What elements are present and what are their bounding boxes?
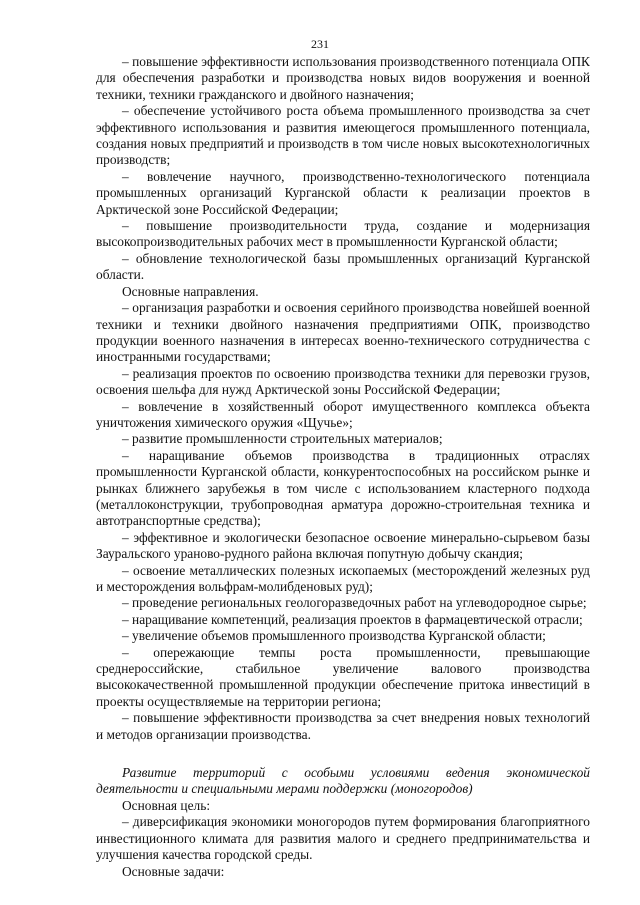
paragraph: – проведение региональных геологоразведочных работ на углеводородное сырье; [122,595,587,611]
paragraph: – наращивание компетенций, реализация проектов в фармацевтической отрасли; [122,611,583,627]
paragraph: – вовлечение научного, производственно-технологического потенциала промышленных организаций Курганской области к реализации проектов в Арктической зоне Российской Федерации; [96,168,590,217]
page-number: 231 [311,37,329,51]
document-body [96,54,590,880]
paragraph: – реализация проектов по освоению производства техники для перевозки грузов, освоения шельфа для нужд Арктической зоны Российской Федерации; [96,365,590,398]
paragraph: – эффективное и экологически безопасное освоение минерально-сырьевом базы Зауральского ураново-рудного района включая попутную добычу скандия; [96,529,590,562]
paragraph: – опережающие темпы роста промышленности, превышающие среднероссийские, стабильное увеличение валового производства высококачественной промышленной продукции обеспечение притока инвестиций в проекты осуществляемые на территории региона; [96,644,590,709]
paragraph: – увеличение объемов промышленного производства Курганской области; [122,628,546,644]
paragraph: – обеспечение устойчивого роста объема промышленного производства за счет эффективного использования и развития имеющегося промышленного потенциала, создания новых предприятий и производств в том числе новых высокотехнологичных производств; [96,103,590,168]
directions-heading: Основные направления. [122,283,259,299]
section-heading: Развитие территорий с особыми условиями ведения экономической деятельности и специальными мерами поддержки (моногородов) [96,765,590,797]
paragraph: – обновление технологической базы промышленных организаций Курганской области. [96,250,590,283]
paragraph: – организация разработки и освоения серийного производства новейшей военной техники и техники двойного назначения предприятиями ОПК, производство продукции военного назначения в интересах военно-технического сотрудничества с иностранными государствами; [96,300,590,365]
paragraph: – повышение эффективности использования производственного потенциала ОПК для обеспечения разработки и производства новых видов вооружения и военной техники, техники гражданского и двойного назначения; [96,54,590,102]
paragraph: – наращивание объемов производства в традиционных отраслях промышленности Курганской области, конкурентоспособных на российском рынке и рынках ближнего зарубежья в том числе с использованием кластерного подхода (металлоконструкции, трубопроводная арматура дорожно-строительная техника и автотранспортные средства); [96,447,590,529]
goal-text: – диверсификация экономики моногородов путем формирования благоприятного инвестиционного климата для развития малого и среднего предпринимательства и улучшения качества городской среды. [96,814,590,863]
paragraph: – повышение эффективности производства за счет внедрения новых технологий и методов организации производства. [96,710,590,742]
paragraph: – развитие промышленности строительных материалов; [122,431,443,447]
paragraph: – освоение металлических полезных ископаемых (месторождений железных руд и месторождения вольфрам-молибденовых руд); [96,562,590,594]
goal-label: Основная цель: [122,797,211,813]
paragraph: – повышение производительности труда, создание и модернизация высокопроизводительных рабочих мест в промышленности Курганской области; [96,218,590,250]
tasks-label: Основные задачи: [122,863,225,879]
paragraph: – вовлечение в хозяйственный оборот имущественного комплекса объекта уничтожения химического оружия «Щучье»; [96,398,590,430]
